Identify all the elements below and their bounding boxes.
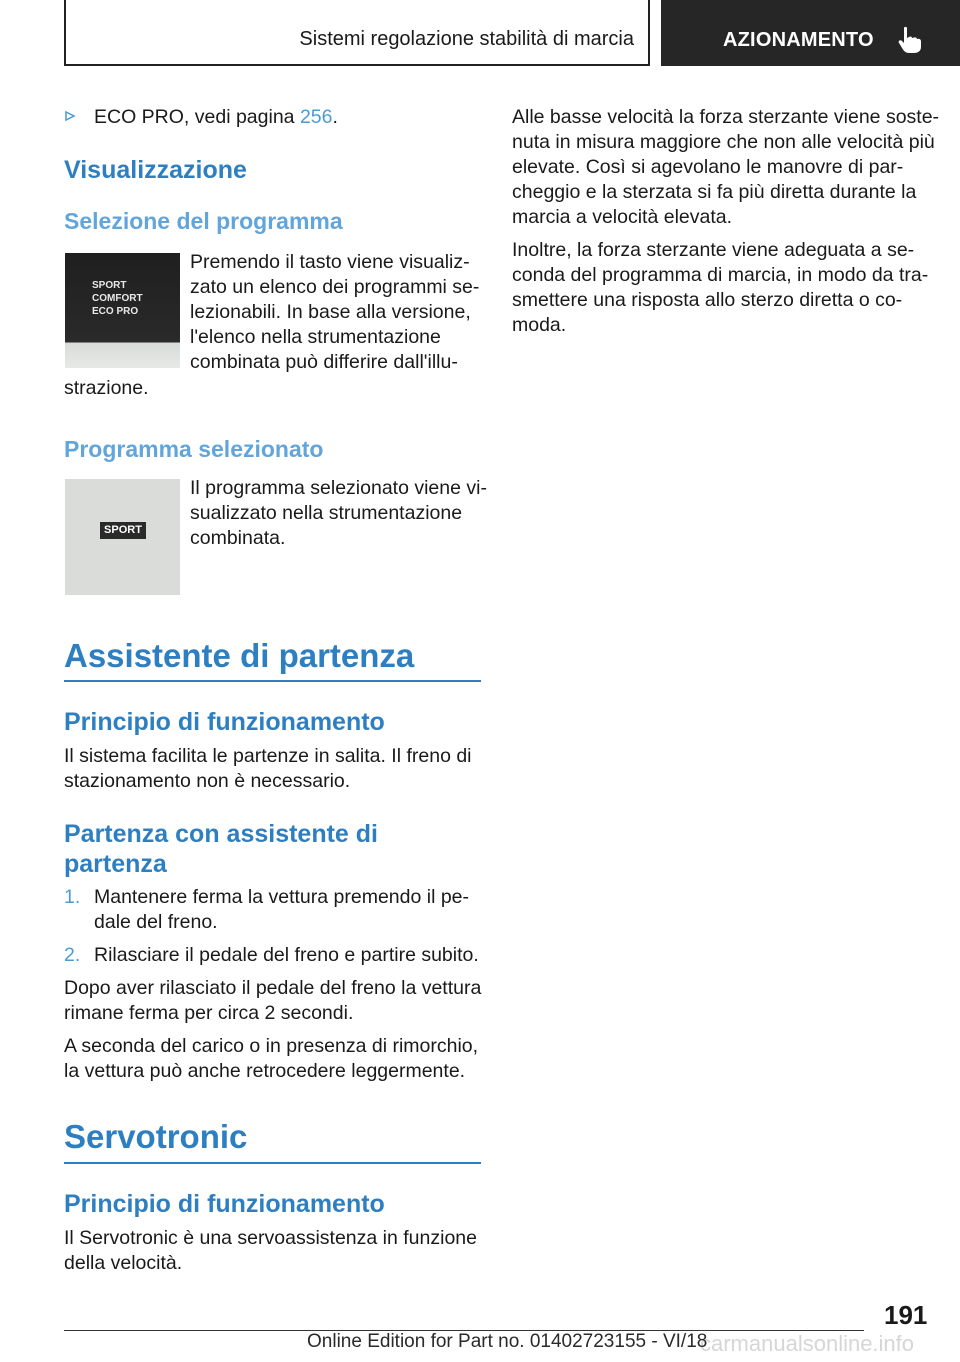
right-para1-line-2: nuta in misura maggiore che non alle velocità più [512,131,935,153]
step-number-2: 2. [64,944,81,966]
principio1-line-2: stazionamento non è necessario. [64,770,351,792]
header-chapter-label: AZIONAMENTO [723,29,874,51]
header-section-title: Sistemi regolazione stabilità di marcia [299,28,634,50]
step-1-line-2: dale del freno. [94,911,218,933]
dopo-line-1: Dopo aver rilasciato il pedale del freno la vettura [64,977,482,999]
heading-principio-2: Principio di funzionamento [64,1190,385,1218]
principio2-line-2: della velocità. [64,1252,183,1274]
bullet-triangle-icon [64,110,76,122]
seconda-line-2: la vettura può anche retrocedere leggermente. [64,1060,466,1082]
step-2-line-1: Rilasciare il pedale del freno e partire subito. [94,944,479,966]
selezione-tail: strazione. [64,377,149,399]
section-rule-assistente [64,680,481,682]
seconda-line-1: A seconda del carico o in presenza di rimorchio, [64,1035,479,1057]
selezione-line-2: zato un elenco dei programmi se- [190,276,480,298]
heading-selezione-programma: Selezione del programma [64,208,343,234]
dopo-line-2: rimane ferma per circa 2 secondi. [64,1002,354,1024]
right-para1-line-1: Alle basse velocità la forza sterzante viene soste- [512,106,940,128]
section-rule-servotronic [64,1162,481,1164]
image-badge-sport: SPORT [100,522,146,539]
bullet-text: ECO PRO, vedi pagina 256. [94,106,338,128]
hand-pointer-icon [897,26,923,54]
selezionato-line-1: Il programma selezionato viene vi- [190,477,487,499]
selezione-line-5: combinata può differire dall'illu- [190,351,458,373]
selezionato-line-3: combinata. [190,527,286,549]
selected-program-image [65,479,180,595]
page-link-256[interactable]: 256 [299,106,333,128]
header-section-box [64,0,650,66]
program-list-image [65,253,180,368]
image-item-sport: SPORT [92,280,127,291]
right-para2-line-4: moda. [512,314,567,336]
heading-principio-1: Principio di funzionamento [64,708,385,736]
heading-partenza-line-1: Partenza con assistente di [64,820,379,848]
heading-assistente-partenza: Assistente di partenza [64,637,415,674]
heading-visualizzazione: Visualizzazione [64,156,247,184]
right-para2-line-3: smettere una risposta allo sterzo diretta o co- [512,289,903,311]
right-para1-line-3: elevate. Così si agevolano le manovre di par- [512,156,904,178]
right-para2-line-2: conda del programma di marcia, in modo da tra- [512,264,929,286]
principio2-line-1: Il Servotronic è una servoassistenza in funzione [64,1227,477,1249]
watermark: carmanualsonline.info [700,1331,915,1356]
selezione-line-3: lezionabili. In base alla versione, [190,301,471,323]
footer-edition: Online Edition for Part no. 01402723155 - VI/18 [307,1331,708,1352]
image-item-eco-pro: ECO PRO [92,306,139,317]
right-para1-line-4: cheggio e la sterzata si fa più diretta durante la [512,181,917,203]
image-item-comfort: COMFORT [92,293,143,304]
right-para2-line-1: Inoltre, la forza sterzante viene adeguata a se- [512,239,915,261]
selezionato-line-2: sualizzato nella strumentazione [190,502,463,524]
page-number: 191 [884,1300,928,1330]
heading-partenza-line-2: partenza [64,850,167,878]
header-chapter-box [661,0,960,66]
principio1-line-1: Il sistema facilita le partenze in salita. Il freno di [64,745,472,767]
selezione-line-4: l'elenco nella strumentazione [190,326,441,348]
selezione-line-1: Premendo il tasto viene visualiz- [190,251,470,273]
step-1-line-1: Mantenere ferma la vettura premendo il pe- [94,886,470,908]
heading-programma-selezionato: Programma selezionato [64,436,324,462]
step-number-1: 1. [64,886,81,908]
right-para1-line-5: marcia a velocità elevata. [512,206,733,228]
heading-servotronic: Servotronic [64,1118,248,1155]
